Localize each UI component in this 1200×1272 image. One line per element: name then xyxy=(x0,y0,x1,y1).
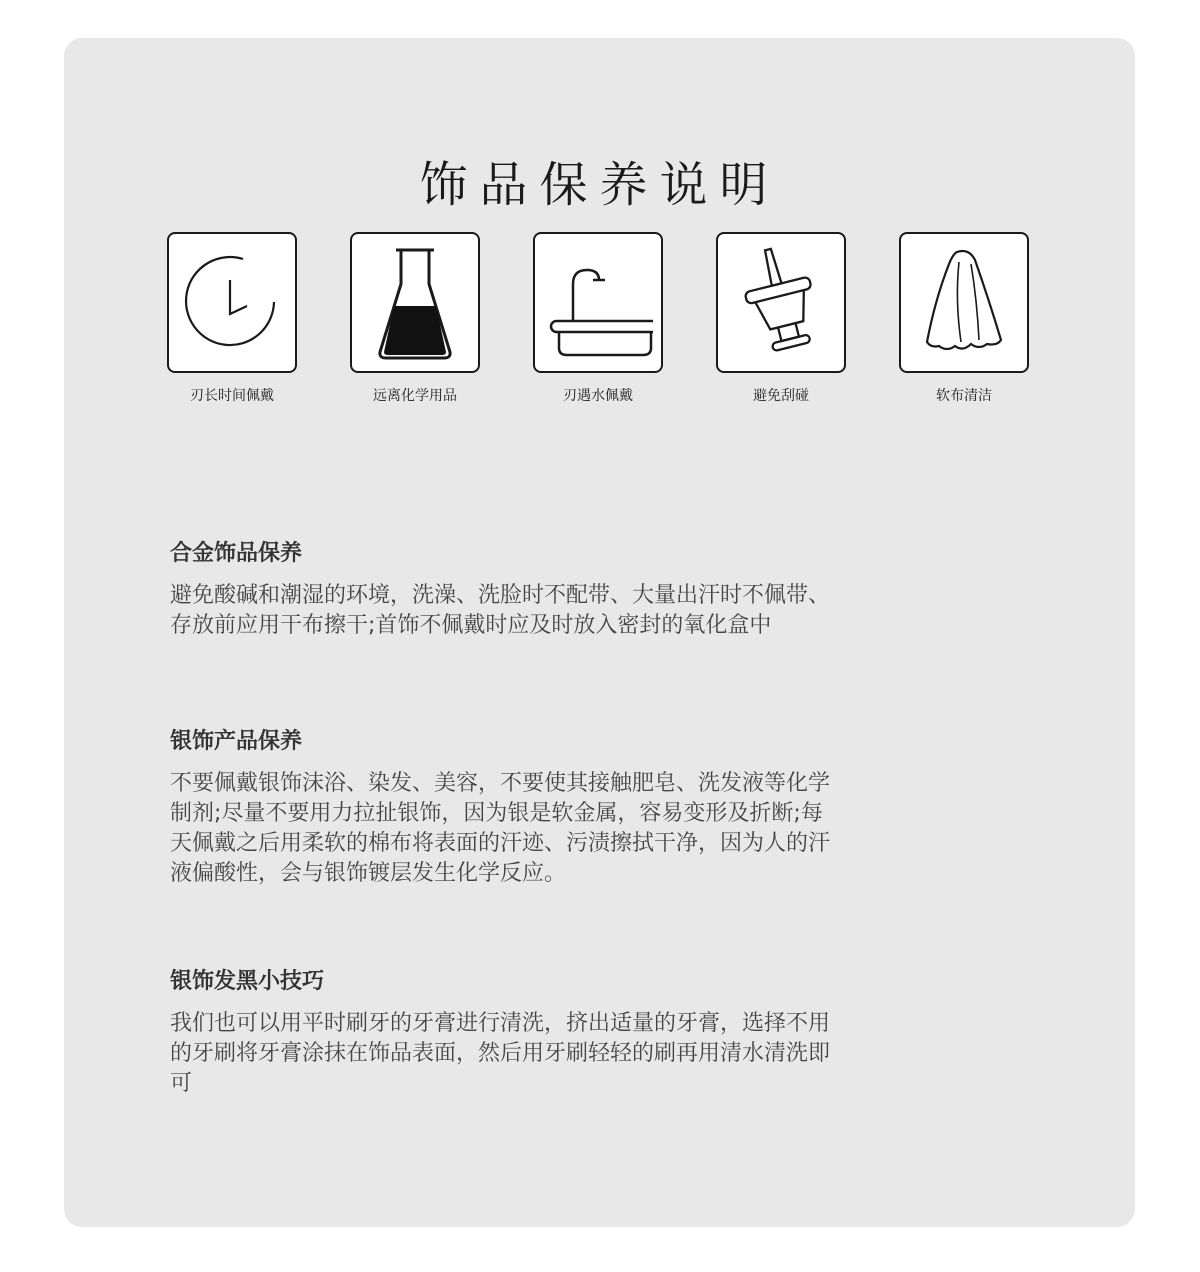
section-silver-care xyxy=(170,724,930,889)
section-heading: 合金饰品保养 xyxy=(170,541,303,566)
page-title: 饰品保养说明 xyxy=(419,157,780,213)
cloth-icon xyxy=(909,240,1019,365)
body-line: 制剂;尽量不要用力拉扯银饰，因为银是软金属，容易变形及折断;每 xyxy=(170,801,823,826)
section-body xyxy=(170,581,930,641)
care-item-label: 刃长时间佩戴 xyxy=(190,388,274,404)
pen-nib-icon xyxy=(726,240,836,365)
care-item-soft-cloth xyxy=(899,232,1033,405)
body-line: 存放前应用干布擦干;首饰不佩戴时应及时放入密封的氧化盒中 xyxy=(170,613,772,638)
body-line: 天佩戴之后用柔软的棉布将表面的汗迹、污渍擦拭干净，因为人的汗 xyxy=(170,831,831,856)
icon-frame xyxy=(899,232,1029,373)
body-line: 避免酸碱和潮湿的环境，洗澡、洗脸时不配带、大量出汗时不佩带、 xyxy=(170,583,831,608)
clock-icon xyxy=(177,240,287,365)
body-line: 液偏酸性，会与银饰镀层发生化学反应。 xyxy=(170,861,567,886)
flask-icon xyxy=(360,240,470,365)
section-tarnish-tips xyxy=(170,964,930,1099)
care-item-chemicals xyxy=(350,232,484,405)
bathtub-shower-icon xyxy=(543,240,653,365)
body-line: 的牙刷将牙膏涂抹在饰品表面，然后用牙刷轻轻的刷再用清水清洗即 xyxy=(170,1041,831,1066)
care-icon-row xyxy=(167,232,1033,422)
section-body xyxy=(170,769,930,889)
care-item-label: 软布清洁 xyxy=(936,388,992,404)
icon-frame xyxy=(716,232,846,373)
care-item-label: 刃遇水佩戴 xyxy=(563,388,633,404)
section-heading: 银饰发黑小技巧 xyxy=(170,969,325,994)
care-item-label: 远离化学用品 xyxy=(373,388,457,404)
care-item-water xyxy=(533,232,667,405)
body-line: 不要佩戴银饰沫浴、染发、美容，不要使其接触肥皂、洗发液等化学 xyxy=(170,771,831,796)
care-card xyxy=(64,38,1135,1227)
care-item-long-wear xyxy=(167,232,301,405)
icon-frame xyxy=(167,232,297,373)
section-heading: 银饰产品保养 xyxy=(170,729,303,754)
section-body xyxy=(170,1009,930,1099)
body-line: 我们也可以用平时刷牙的牙膏进行清洗，挤出适量的牙膏，选择不用 xyxy=(170,1011,831,1036)
section-alloy-care xyxy=(170,536,930,641)
icon-frame xyxy=(533,232,663,373)
body-line: 可 xyxy=(170,1071,193,1096)
care-item-label: 避免刮碰 xyxy=(753,388,809,404)
icon-frame xyxy=(350,232,480,373)
care-item-scratch xyxy=(716,232,850,405)
